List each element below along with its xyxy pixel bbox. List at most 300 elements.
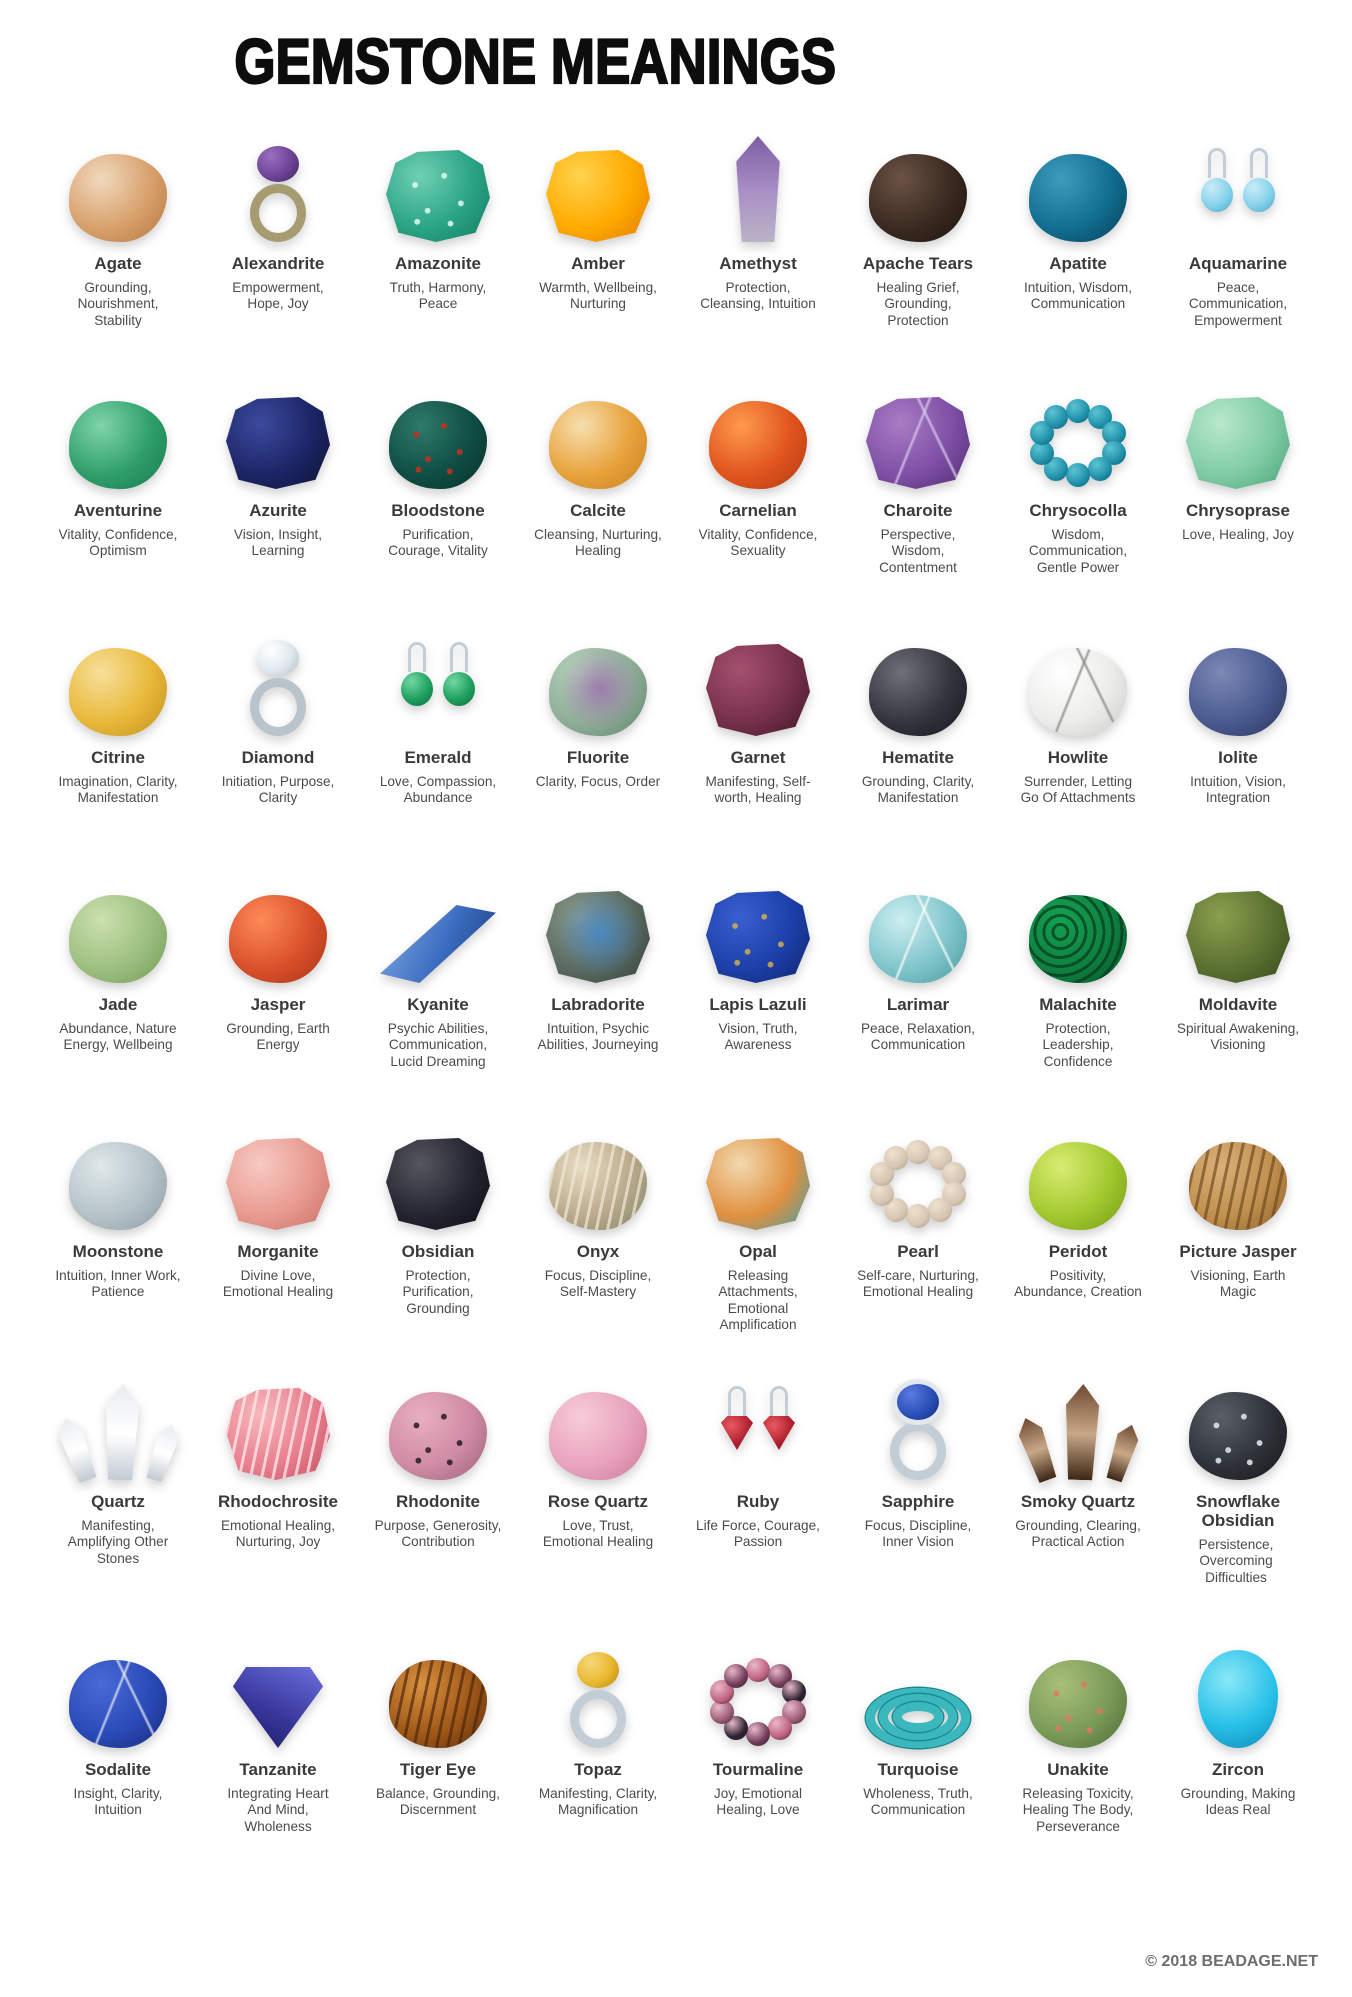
gemstone-cell	[38, 608, 198, 855]
gemstone-name: Jade	[98, 995, 138, 1014]
gemstone-name: Tiger Eye	[399, 1760, 477, 1779]
gemstone-name: Morganite	[237, 1242, 319, 1261]
gemstone-meaning: Positivity, Abundance, Creation	[1014, 1268, 1142, 1300]
stone-visual	[864, 1656, 972, 1748]
gemstone-cell	[518, 1102, 678, 1352]
gemstone-image	[1158, 1352, 1318, 1480]
stone-visual	[1189, 1392, 1287, 1480]
gemstone-image	[1158, 361, 1318, 489]
gemstone-name: Apache Tears	[862, 254, 974, 273]
stone-visual	[393, 636, 483, 736]
gemstone-name: Alexandrite	[231, 254, 325, 273]
gemstone-caption	[694, 1760, 822, 1819]
gemstone-image	[838, 1620, 998, 1748]
stone-visual	[231, 634, 325, 736]
stone-visual	[386, 150, 490, 242]
gemstone-name: Amethyst	[719, 254, 797, 273]
stone-visual	[724, 136, 792, 242]
stone-visual	[549, 1142, 647, 1230]
gemstone-image	[998, 855, 1158, 983]
gemstone-cell	[678, 1102, 838, 1352]
gemstone-image	[198, 114, 358, 242]
gemstone-image	[838, 1352, 998, 1480]
gemstone-name: Labradorite	[551, 995, 645, 1014]
gemstone-image	[1158, 855, 1318, 983]
gemstone-cell	[838, 855, 998, 1102]
gemstone-cell	[838, 1620, 998, 1890]
gemstone-name: Obsidian	[401, 1242, 475, 1261]
gemstone-meaning: Integrating Heart And Mind, Wholeness	[227, 1786, 329, 1834]
gemstone-meaning: Healing Grief, Grounding, Protection	[876, 280, 960, 328]
stone-visual	[386, 1138, 490, 1230]
gemstone-image	[998, 1352, 1158, 1480]
stone-visual	[1029, 1142, 1127, 1230]
gemstone-caption	[854, 748, 982, 807]
gemstone-cell	[38, 1352, 198, 1620]
gemstone-image	[38, 1620, 198, 1748]
gemstone-meaning: Vision, Insight, Learning	[233, 527, 323, 559]
stone-visual	[69, 1660, 167, 1748]
gemstone-name: Picture Jasper	[1179, 1242, 1297, 1261]
gemstone-caption	[374, 748, 502, 807]
gemstone-image	[358, 1620, 518, 1748]
gemstone-meaning: Purpose, Generosity, Contribution	[374, 1518, 502, 1550]
gemstone-cell	[518, 1352, 678, 1620]
gemstone-name: Amazonite	[395, 254, 481, 273]
gemstone-cell	[838, 1102, 998, 1352]
gemstone-cell	[358, 1102, 518, 1352]
gemstone-caption	[1014, 254, 1142, 313]
stone-visual	[1026, 393, 1130, 489]
gemstone-name: Larimar	[886, 995, 950, 1014]
stone-visual	[69, 154, 167, 242]
stone-visual	[869, 154, 967, 242]
gemstone-meaning: Manifesting, Clarity, Magnification	[538, 1786, 658, 1818]
gemstone-name: Malachite	[1039, 995, 1117, 1014]
stone-visual	[1023, 1380, 1133, 1480]
gemstone-meaning: Intuition, Wisdom, Communication	[1023, 280, 1133, 312]
stone-visual	[226, 397, 330, 489]
gemstone-meaning: Purification, Courage, Vitality	[388, 527, 488, 559]
gemstone-cell	[518, 608, 678, 855]
gemstone-meaning: Releasing Toxicity, Healing The Body, Perseverance	[1022, 1786, 1134, 1834]
gemstone-name: Lapis Lazuli	[709, 995, 807, 1014]
gemstone-meaning: Life Force, Courage, Passion	[696, 1518, 820, 1550]
gemstone-image	[678, 1102, 838, 1230]
header	[0, 26, 1070, 98]
gemstone-meaning: Vitality, Confidence, Sexuality	[698, 527, 818, 559]
gemstone-meaning: Initiation, Purpose, Clarity	[221, 774, 335, 806]
gemstone-image	[518, 608, 678, 736]
gemstone-meaning: Love, Compassion, Abundance	[379, 774, 497, 806]
gemstone-cell	[198, 1352, 358, 1620]
gemstone-image	[358, 1352, 518, 1480]
gemstone-image	[198, 608, 358, 736]
gemstone-cell	[998, 1620, 1158, 1890]
gemstone-image	[838, 114, 998, 242]
gemstone-meaning: Joy, Emotional Healing, Love	[713, 1786, 803, 1818]
stone-visual	[1029, 648, 1127, 736]
gemstone-name: Amber	[571, 254, 625, 273]
gemstone-image	[998, 114, 1158, 242]
gemstone-caption	[374, 254, 502, 313]
stone-visual	[69, 895, 167, 983]
gemstone-cell	[518, 361, 678, 608]
gemstone-meaning: Manifesting, Self-worth, Healing	[705, 774, 811, 806]
gemstone-meaning: Truth, Harmony, Peace	[389, 280, 487, 312]
gemstone-caption	[214, 1242, 342, 1301]
gemstone-meaning: Surrender, Letting Go Of Attachments	[1020, 774, 1136, 806]
gemstone-image	[358, 608, 518, 736]
gemstone-name: Moldavite	[1198, 995, 1278, 1014]
gemstone-name: Bloodstone	[391, 501, 485, 520]
gemstone-caption	[694, 748, 822, 807]
gemstone-meaning: Abundance, Nature Energy, Wellbeing	[59, 1021, 177, 1053]
gemstone-caption	[1014, 1242, 1142, 1301]
gemstone-meaning: Wisdom, Communication, Gentle Power	[1028, 527, 1128, 575]
stone-visual	[1189, 648, 1287, 736]
gemstone-image	[198, 1102, 358, 1230]
gemstone-name: Tanzanite	[239, 1760, 317, 1779]
gemstone-cell	[1158, 1620, 1318, 1890]
gemstone-image	[518, 1620, 678, 1748]
gemstone-name: Jasper	[250, 995, 306, 1014]
gemstone-meaning: Vitality, Confidence, Optimism	[58, 527, 178, 559]
gemstone-name: Smoky Quartz	[1020, 1492, 1136, 1511]
gemstone-cell	[38, 114, 198, 361]
gemstone-name: Apatite	[1049, 254, 1107, 273]
gemstone-caption	[374, 1242, 502, 1317]
gemstone-cell	[998, 361, 1158, 608]
gemstone-caption	[1174, 748, 1302, 807]
stone-visual	[1029, 154, 1127, 242]
gemstone-meaning: Releasing Attachments, Emotional Amplification	[718, 1268, 798, 1332]
gemstone-name: Charoite	[883, 501, 953, 520]
gemstone-image	[998, 1620, 1158, 1748]
gemstone-image	[678, 1352, 838, 1480]
gemstone-name: Hematite	[882, 748, 954, 767]
gemstone-name: Zircon	[1212, 1760, 1264, 1779]
gemstone-caption	[374, 1760, 502, 1819]
gemstone-image	[198, 361, 358, 489]
gemstone-image	[1158, 1102, 1318, 1230]
gemstone-cell	[838, 361, 998, 608]
gemstone-meaning: Protection, Purification, Grounding	[402, 1268, 474, 1316]
gemstone-name: Onyx	[576, 1242, 620, 1261]
gemstone-image	[678, 1620, 838, 1748]
gemstone-meaning: Psychic Abilities, Communication, Lucid Dreaming	[387, 1021, 489, 1069]
gemstone-caption	[854, 501, 982, 576]
gemstone-cell	[198, 1102, 358, 1352]
gemstone-meaning: Perspective, Wisdom, Contentment	[879, 527, 957, 575]
gemstone-caption	[854, 1760, 982, 1819]
gemstone-image	[518, 855, 678, 983]
gemstone-meaning: Self-care, Nurturing, Emotional Healing	[857, 1268, 979, 1300]
gemstone-caption	[1182, 501, 1294, 543]
gemstone-meaning: Imagination, Clarity, Manifestation	[58, 774, 178, 806]
gemstone-image	[1158, 608, 1318, 736]
gemstone-name: Rhodochrosite	[218, 1492, 338, 1511]
stone-visual	[1189, 1142, 1287, 1230]
gemstone-caption	[1174, 995, 1302, 1054]
gemstone-cell	[838, 608, 998, 855]
gemstone-image	[38, 608, 198, 736]
stone-visual	[706, 891, 810, 983]
stone-visual	[380, 905, 496, 983]
gemstone-name: Agate	[94, 254, 142, 273]
gemstone-image	[38, 1352, 198, 1480]
gemstone-caption	[1014, 501, 1142, 576]
gemstone-cell	[998, 855, 1158, 1102]
gemstone-cell	[678, 1620, 838, 1890]
gemstone-caption	[854, 1492, 982, 1551]
gemstone-cell	[358, 855, 518, 1102]
gemstone-image	[358, 855, 518, 983]
gemstone-cell	[38, 1620, 198, 1890]
gemstone-name: Iolite	[1218, 748, 1258, 767]
gemstone-name: Sodalite	[84, 1760, 152, 1779]
gemstone-caption	[54, 1760, 182, 1819]
gemstone-caption	[214, 995, 342, 1054]
gemstone-meaning: Intuition, Vision, Integration	[1190, 774, 1286, 806]
gemstone-meaning: Spiritual Awakening, Visioning	[1176, 1021, 1300, 1053]
gemstone-name: Ruby	[736, 1492, 780, 1511]
gemstone-caption	[534, 254, 662, 313]
stone-visual	[709, 401, 807, 489]
gemstone-cell	[678, 114, 838, 361]
gemstone-caption	[214, 1492, 342, 1551]
stone-visual	[1029, 1660, 1127, 1748]
gemstone-name: Rose Quartz	[547, 1492, 649, 1511]
stone-visual	[549, 1392, 647, 1480]
gemstone-caption	[374, 995, 502, 1070]
gemstone-cell	[1158, 1352, 1318, 1620]
gemstone-image	[358, 1102, 518, 1230]
gemstone-meaning: Grounding, Earth Energy	[226, 1021, 330, 1053]
stone-visual	[546, 150, 650, 242]
gemstone-image	[38, 1102, 198, 1230]
gemstone-cell	[518, 855, 678, 1102]
gemstone-name: Aquamarine	[1188, 254, 1288, 273]
gemstone-meaning: Intuition, Psychic Abilities, Journeying	[537, 1021, 659, 1053]
stone-visual	[69, 648, 167, 736]
stone-visual	[69, 401, 167, 489]
gemstone-cell	[358, 608, 518, 855]
gemstone-caption	[1014, 1760, 1142, 1835]
gemstone-cell	[198, 1620, 358, 1890]
gemstone-caption	[374, 501, 502, 560]
gemstone-name: Rhodonite	[395, 1492, 481, 1511]
gemstone-cell	[998, 608, 1158, 855]
gemstone-caption	[694, 501, 822, 560]
gemstone-name: Sapphire	[881, 1492, 955, 1511]
gemstone-meaning: Peace, Communication, Empowerment	[1188, 280, 1288, 328]
gemstone-meaning: Warmth, Wellbeing, Nurturing	[539, 280, 657, 312]
gemstone-image	[1158, 114, 1318, 242]
gemstone-name: Turquoise	[877, 1760, 959, 1779]
gemstone-name: Citrine	[91, 748, 145, 767]
gemstone-image	[678, 608, 838, 736]
gemstone-meaning: Manifesting, Amplifying Other Stones	[67, 1518, 169, 1566]
gemstone-image	[198, 1352, 358, 1480]
gemstone-cell	[518, 114, 678, 361]
gemstone-caption	[54, 254, 182, 329]
gemstone-caption	[534, 1492, 662, 1551]
gemstone-name: Quartz	[91, 1492, 145, 1511]
gemstone-name: Calcite	[570, 501, 626, 520]
gemstone-cell	[38, 361, 198, 608]
gemstone-caption	[1014, 748, 1142, 807]
gemstone-name: Peridot	[1048, 1242, 1108, 1261]
gemstone-caption	[534, 1242, 662, 1301]
gemstone-cell	[998, 1352, 1158, 1620]
gemstone-meaning: Insight, Clarity, Intuition	[73, 1786, 163, 1818]
gemstone-meaning: Empowerment, Hope, Joy	[232, 280, 324, 312]
gemstone-image	[358, 114, 518, 242]
gemstone-meaning: Focus, Discipline, Self-Mastery	[544, 1268, 652, 1300]
gemstone-cell	[1158, 608, 1318, 855]
gemstone-caption	[1014, 995, 1142, 1070]
gemstone-cell	[998, 1102, 1158, 1352]
gemstone-cell	[838, 114, 998, 361]
stone-visual	[551, 1646, 645, 1748]
gemstone-cell	[198, 855, 358, 1102]
gemstone-cell	[518, 1620, 678, 1890]
gemstone-meaning: Protection, Cleansing, Intuition	[700, 280, 816, 312]
gemstone-caption	[54, 995, 182, 1054]
gemstone-name: Opal	[739, 1242, 777, 1261]
gemstone-caption	[534, 995, 662, 1054]
gemstone-meaning: Grounding, Clearing, Practical Action	[1015, 1518, 1141, 1550]
gemstone-image	[998, 1102, 1158, 1230]
gemstone-name: Emerald	[404, 748, 472, 767]
gemstone-name: Diamond	[241, 748, 315, 767]
stone-visual	[866, 1134, 970, 1230]
gemstone-caption	[534, 501, 662, 560]
gemstone-meaning: Grounding, Nourishment, Stability	[77, 280, 159, 328]
gemstone-cell	[678, 1352, 838, 1620]
gemstone-caption	[1172, 1492, 1304, 1586]
stone-visual	[226, 1388, 330, 1480]
gemstone-meaning: Visioning, Earth Magic	[1190, 1268, 1286, 1300]
page-title: GEMSTONE MEANINGS	[234, 27, 836, 97]
gemstone-caption	[54, 1242, 182, 1301]
stone-visual	[69, 1142, 167, 1230]
gemstone-name: Tourmaline	[712, 1760, 804, 1779]
gemstone-cell	[198, 114, 358, 361]
gemstone-image	[1158, 1620, 1318, 1748]
gemstone-meaning: Protection, Leadership, Confidence	[1042, 1021, 1114, 1069]
gemstone-cell	[838, 1352, 998, 1620]
gemstone-image	[38, 114, 198, 242]
gemstone-image	[518, 1102, 678, 1230]
gemstone-image	[838, 361, 998, 489]
copyright: © 2018 BEADAGE.NET	[1145, 1953, 1318, 1970]
gemstone-caption	[534, 1760, 662, 1819]
gemstone-meaning: Wholeness, Truth, Communication	[863, 1786, 973, 1818]
gemstone-meaning: Love, Trust, Emotional Healing	[542, 1518, 654, 1550]
gemstone-caption	[694, 1492, 822, 1551]
stone-visual	[866, 397, 970, 489]
stone-visual	[1186, 891, 1290, 983]
gemstone-meaning: Cleansing, Nurturing, Healing	[534, 527, 662, 559]
gemstone-cell	[38, 855, 198, 1102]
gemstone-image	[38, 361, 198, 489]
stone-visual	[706, 644, 810, 736]
gemstone-caption	[854, 254, 982, 329]
gemstone-cell	[358, 1352, 518, 1620]
gemstone-caption	[374, 1492, 502, 1551]
gemstone-caption	[214, 748, 342, 807]
stone-visual	[231, 140, 325, 242]
gemstone-meaning: Divine Love, Emotional Healing	[222, 1268, 334, 1300]
gemstone-meaning: Emotional Healing, Nurturing, Joy	[220, 1518, 336, 1550]
gemstone-name: Howlite	[1047, 748, 1109, 767]
gemstone-cell	[1158, 114, 1318, 361]
gemstone-meaning: Grounding, Clarity, Manifestation	[861, 774, 975, 806]
gemstone-meaning: Peace, Relaxation, Communication	[860, 1021, 976, 1053]
gemstone-cell	[1158, 855, 1318, 1102]
stone-visual	[389, 401, 487, 489]
stone-visual	[1198, 1650, 1278, 1748]
gemstone-name: Moonstone	[72, 1242, 164, 1261]
stone-visual	[706, 1138, 810, 1230]
gemstone-meaning: Vision, Truth, Awareness	[718, 1021, 798, 1053]
stone-visual	[1029, 895, 1127, 983]
gemstone-name: Snowflake Obsidian	[1195, 1492, 1281, 1531]
gemstone-cell	[1158, 361, 1318, 608]
gemstone-name: Kyanite	[407, 995, 469, 1014]
gemstone-caption	[694, 995, 822, 1054]
gemstone-image	[678, 855, 838, 983]
gemstone-cell	[678, 855, 838, 1102]
gemstone-cell	[1158, 1102, 1318, 1352]
stone-visual	[869, 648, 967, 736]
gemstone-cell	[198, 361, 358, 608]
gemstone-caption	[1174, 1242, 1302, 1301]
stone-visual	[549, 648, 647, 736]
gemstone-cell	[358, 361, 518, 608]
gemstone-meaning: Clarity, Focus, Order	[535, 774, 661, 790]
gemstone-name: Chrysocolla	[1029, 501, 1127, 520]
gemstone-image	[678, 361, 838, 489]
stone-visual	[871, 1378, 965, 1480]
stone-visual	[229, 895, 327, 983]
gemstone-meaning: Persistence, Overcoming Difficulties	[1198, 1537, 1274, 1585]
gemstone-image	[38, 855, 198, 983]
gemstone-name: Carnelian	[719, 501, 797, 520]
poster	[0, 26, 1352, 1997]
gemstone-caption	[1174, 1760, 1302, 1819]
gemstone-name: Chrysoprase	[1186, 501, 1290, 520]
gemstone-name: Unakite	[1047, 1760, 1109, 1779]
gemstone-image	[998, 361, 1158, 489]
gemstone-caption	[854, 1242, 982, 1301]
gemstone-image	[998, 608, 1158, 736]
gemstone-image	[518, 1352, 678, 1480]
gemstone-image	[838, 855, 998, 983]
gemstone-name: Pearl	[897, 1242, 939, 1261]
stone-visual	[226, 1138, 330, 1230]
gemstone-cell	[358, 114, 518, 361]
gemstone-caption	[54, 748, 182, 807]
gemstone-cell	[678, 608, 838, 855]
gemstone-caption	[1174, 254, 1302, 329]
gemstone-caption	[54, 501, 182, 560]
gemstone-caption	[854, 995, 982, 1054]
stone-visual	[1193, 142, 1283, 242]
gemstone-image	[838, 608, 998, 736]
